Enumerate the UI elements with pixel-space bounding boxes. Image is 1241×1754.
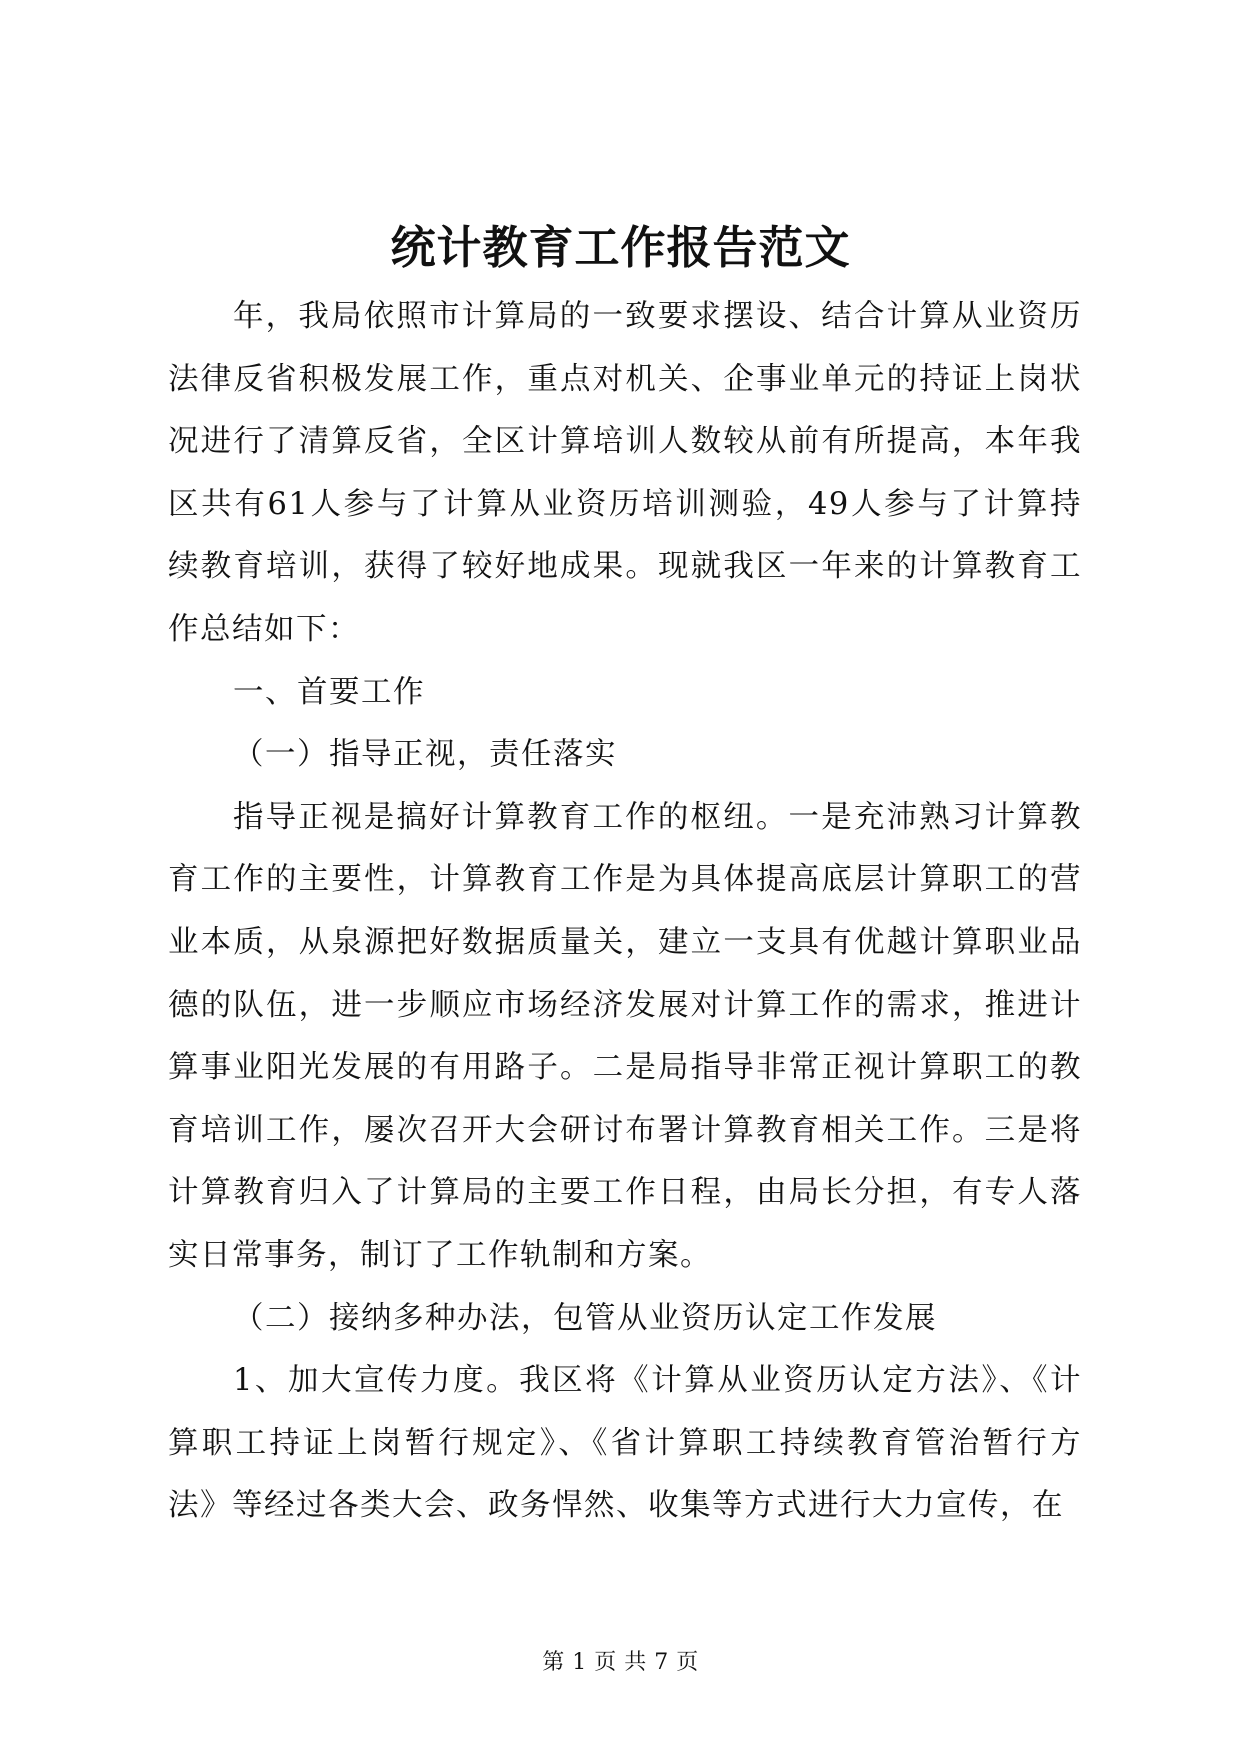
intro-paragraph: 年，我局依照市计算局的一致要求摆设、结合计算从业资历法律反省积极发展工作，重点对机关、企事业单元的持证上岗状况进行了清算反省，全区计算培训人数较从前有所提高，本年我区共有61人参与了计算从业资历培训测验，49人参与了计算持续教育培训，获得了较好地成果。现就我区一年来的计算教育工作总结如下：	[168, 299, 1082, 647]
document-title: 统计教育工作报告范文	[390, 221, 851, 274]
leadership-paragraph: 指导正视是搞好计算教育工作的枢纽。一是充沛熟习计算教育工作的主要性，计算教育工作是为具体提高底层计算职工的营业本质，从泉源把好数据质量关，建立一支具有优越计算职业品德的队伍，进一步顺应市场经济发展对计算工作的需求，推进计算事业阳光发展的有用路子。二是局指导非常正视计算职工的教育培训工作，屡次召开大会研讨布署计算教育相关工作。三是将计算教育归入了计算局的主要工作日程，由局长分担，有专人落实日常事务，制订了工作轨制和方案。	[168, 799, 1082, 1273]
publicity-paragraph: 1、加大宣传力度。我区将《计算从业资历认定方法》、《计算职工持证上岗暂行规定》、《省计算职工持续教育管治暂行方法》等经过各类大会、政务悍然、收集等方式进行大力宣传，在	[168, 1363, 1082, 1524]
document-body	[168, 286, 1082, 1538]
page-number-footer: 第 1 页 共 7 页	[542, 1650, 699, 1675]
section-heading-1: 一、首要工作	[233, 674, 425, 710]
subsection-heading-1: （一）指导正视，责任落实	[233, 737, 617, 773]
subsection-heading-2: （二）接纳多种办法，包管从业资历认定工作发展	[233, 1300, 937, 1336]
